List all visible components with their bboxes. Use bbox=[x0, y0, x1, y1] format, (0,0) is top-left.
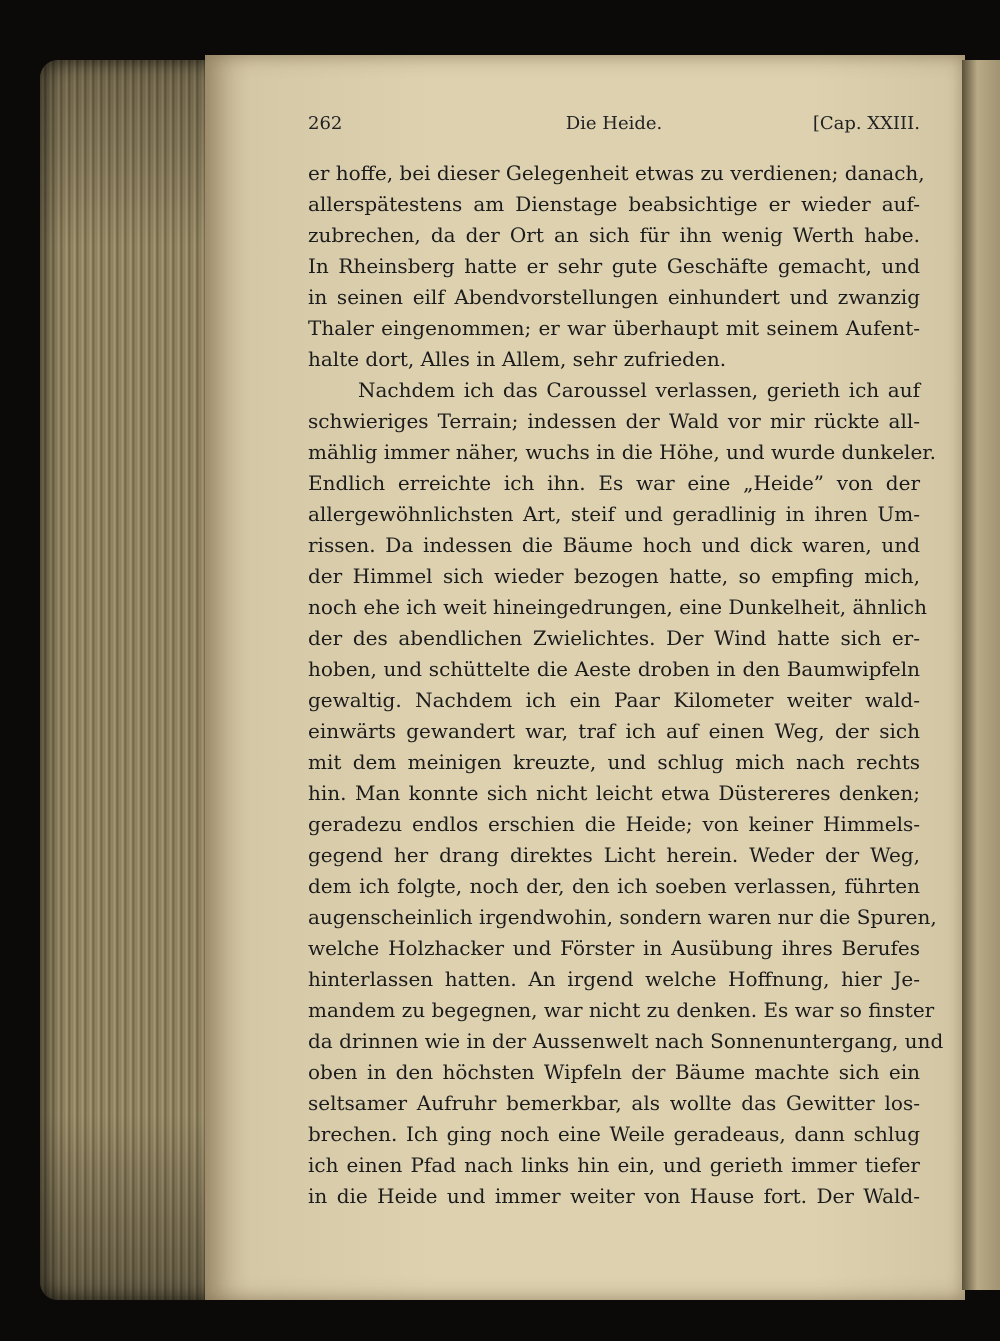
text-line: oben in den höchsten Wipfeln der Bäume machte sich ein bbox=[308, 1060, 920, 1084]
text-line: gegend her drang direktes Licht herein. Weder der Weg, bbox=[308, 843, 920, 867]
text-line: hoben, und schüttelte die Aeste droben in den Baumwipfeln bbox=[308, 657, 920, 681]
body-text bbox=[308, 158, 944, 1212]
page-number: 262 bbox=[308, 113, 343, 134]
text-line: allergewöhnlichsten Art, steif und geradlinig in ihren Um- bbox=[308, 502, 920, 526]
next-page-edge bbox=[962, 60, 1000, 1290]
text-line: der Himmel sich wieder bezogen hatte, so empfing mich, bbox=[308, 564, 920, 588]
book-fore-edge bbox=[40, 60, 230, 1300]
text-line: halte dort, Alles in Allem, sehr zufrieden. bbox=[308, 347, 727, 371]
text-line: brechen. Ich ging noch eine Weile geradeaus, dann schlug bbox=[308, 1122, 920, 1146]
text-line: noch ehe ich weit hineingedrungen, eine Dunkelheit, ähnlich bbox=[308, 595, 928, 619]
text-line: in seinen eilf Abendvorstellungen einhundert und zwanzig bbox=[308, 285, 920, 309]
text-line: In Rheinsberg hatte er sehr gute Geschäfte gemacht, und bbox=[308, 254, 920, 278]
text-line: da drinnen wie in der Aussenwelt nach Sonnenuntergang, und bbox=[308, 1029, 944, 1053]
text-line: mandem zu begegnen, war nicht zu denken. Es war so finster bbox=[308, 998, 935, 1022]
text-line: Thaler eingenommen; er war überhaupt mit seinem Aufent- bbox=[308, 316, 920, 340]
text-line: mählig immer näher, wuchs in die Höhe, und wurde dunkeler. bbox=[308, 440, 936, 464]
text-line: hinterlassen hatten. An irgend welche Hoffnung, hier Je- bbox=[308, 967, 920, 991]
text-line: hin. Man konnte sich nicht leicht etwa Düstereres denken; bbox=[308, 781, 920, 805]
text-line: Endlich erreichte ich ihn. Es war eine „Heide” von der bbox=[308, 471, 920, 495]
text-line: geradezu endlos erschien die Heide; von keiner Himmels- bbox=[308, 812, 920, 836]
text-line: gewaltig. Nachdem ich ein Paar Kilometer weiter wald- bbox=[308, 688, 920, 712]
text-line: allerspätestens am Dienstage beabsichtige er wieder auf- bbox=[308, 192, 920, 216]
text-line: ich einen Pfad nach links hin ein, und gerieth immer tiefer bbox=[308, 1153, 920, 1177]
text-line: mit dem meinigen kreuzte, und schlug mich nach rechts bbox=[308, 750, 920, 774]
text-line: in die Heide und immer weiter von Hause fort. Der Wald- bbox=[308, 1184, 920, 1208]
text-line: seltsamer Aufruhr bemerkbar, als wollte das Gewitter los- bbox=[308, 1091, 920, 1115]
text-line: schwieriges Terrain; indessen der Wald vor mir rückte all- bbox=[308, 409, 920, 433]
running-title: Die Heide. bbox=[565, 113, 663, 134]
running-header bbox=[308, 113, 920, 143]
text-line: Nachdem ich das Caroussel verlassen, gerieth ich auf bbox=[358, 378, 920, 402]
text-line: der des abendlichen Zwielichtes. Der Wind hatte sich er- bbox=[308, 626, 920, 650]
text-line: zubrechen, da der Ort an sich für ihn wenig Werth habe. bbox=[308, 223, 920, 247]
text-line: rissen. Da indessen die Bäume hoch und dick waren, und bbox=[308, 533, 920, 557]
chapter-label: [Cap. XXIII. bbox=[812, 113, 920, 134]
text-line: welche Holzhacker und Förster in Ausübung ihres Berufes bbox=[308, 936, 920, 960]
text-line: er hoffe, bei dieser Gelegenheit etwas zu verdienen; danach, bbox=[308, 161, 925, 185]
text-line: dem ich folgte, noch der, den ich soeben verlassen, führten bbox=[308, 874, 920, 898]
text-line: augenscheinlich irgendwohin, sondern waren nur die Spuren, bbox=[308, 905, 937, 929]
text-line: einwärts gewandert war, traf ich auf einen Weg, der sich bbox=[308, 719, 920, 743]
